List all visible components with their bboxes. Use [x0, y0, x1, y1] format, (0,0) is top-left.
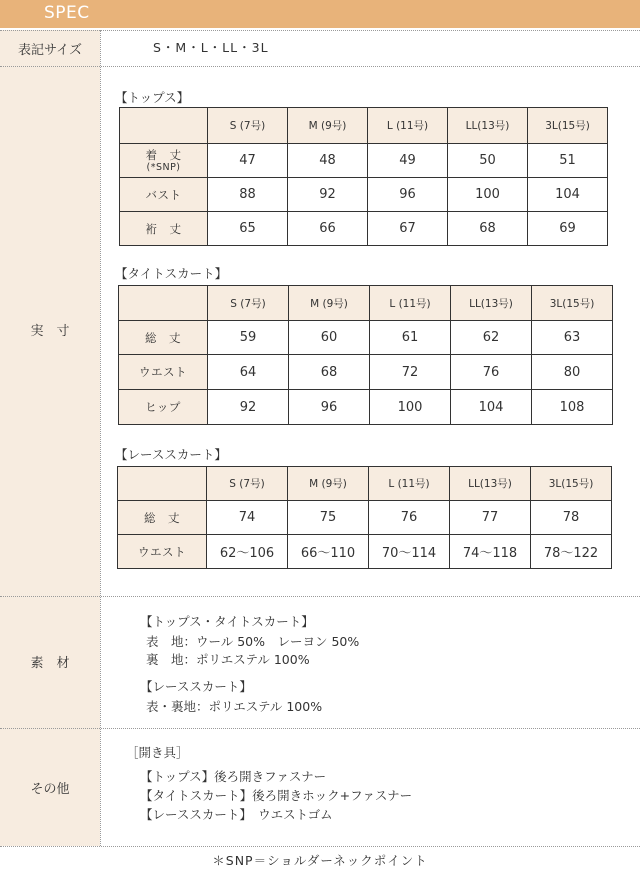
- lace-skirt-table: [117, 466, 612, 569]
- table-cell: 66: [288, 212, 368, 246]
- label-measure: 実 寸: [30, 324, 70, 339]
- table-cell: 50: [448, 144, 528, 178]
- table-cell: 68: [289, 355, 370, 390]
- size-header: L (11号): [370, 286, 451, 321]
- table-cell: 96: [289, 390, 370, 425]
- divider-other: [0, 846, 640, 847]
- table-cell: 76: [369, 501, 450, 535]
- table-corner: [119, 286, 208, 321]
- table-cell: 67: [368, 212, 448, 246]
- lace-skirt-title: 【レーススカート】: [115, 447, 227, 462]
- table-cell: 59: [208, 321, 289, 355]
- other-line-lace-skirt: 【レーススカート】 ウエストゴム: [140, 807, 333, 822]
- divider-size: [0, 66, 640, 67]
- other-heading: ［開き具］: [126, 745, 189, 760]
- row-header: ウエスト: [119, 355, 208, 390]
- size-list: S・M・L・LL・3L: [153, 40, 269, 55]
- material-group1-title: 【トップス・タイトスカート】: [140, 614, 314, 629]
- row-header: [120, 144, 208, 178]
- row-header: 裄 丈: [120, 212, 208, 246]
- table-cell: 96: [368, 178, 448, 212]
- table-cell: 78〜122: [531, 535, 612, 569]
- footnote: ＊SNP＝ショルダーネックポイント: [212, 853, 428, 868]
- spec-banner: [0, 0, 640, 28]
- table-corner: [120, 108, 208, 144]
- size-header: S (7号): [208, 108, 288, 144]
- table-cell: 68: [448, 212, 528, 246]
- table-cell: 100: [370, 390, 451, 425]
- table-corner: [118, 467, 207, 501]
- table-cell: 62: [451, 321, 532, 355]
- table-cell: 72: [370, 355, 451, 390]
- table-cell: 64: [208, 355, 289, 390]
- label-size: 表記サイズ: [18, 43, 82, 58]
- row-header: ヒップ: [119, 390, 208, 425]
- label-material: 素 材: [30, 656, 70, 671]
- tops-table: [119, 107, 608, 246]
- table-cell: 49: [368, 144, 448, 178]
- row-label: 着 丈: [145, 147, 182, 162]
- table-cell: 104: [528, 178, 608, 212]
- table-cell: 66〜110: [288, 535, 369, 569]
- size-header: 3L(15号): [531, 467, 612, 501]
- table-cell: 63: [532, 321, 613, 355]
- table-cell: 76: [451, 355, 532, 390]
- table-cell: 100: [448, 178, 528, 212]
- label-other: その他: [30, 782, 70, 797]
- other-line-tight-skirt: 【タイトスカート】後ろ開きホック+ファスナー: [140, 788, 413, 803]
- row-header: 総 丈: [118, 501, 207, 535]
- size-header: S (7号): [208, 286, 289, 321]
- size-header: M (9号): [288, 108, 368, 144]
- divider-measure: [0, 596, 640, 597]
- material-group2-line1: 表・裏地：ポリエステル 100%: [146, 699, 323, 714]
- size-header: S (7号): [207, 467, 288, 501]
- table-cell: 69: [528, 212, 608, 246]
- size-header: 3L(15号): [528, 108, 608, 144]
- table-cell: 65: [208, 212, 288, 246]
- table-cell: 61: [370, 321, 451, 355]
- banner-title: SPEC: [44, 3, 90, 23]
- size-header: L (11号): [369, 467, 450, 501]
- other-line-tops: 【トップス】後ろ開きファスナー: [140, 769, 327, 784]
- row-header: ウエスト: [118, 535, 207, 569]
- size-header: LL(13号): [448, 108, 528, 144]
- tops-title: 【トップス】: [115, 90, 190, 105]
- column-divider: [100, 30, 101, 846]
- tight-skirt-table: [118, 285, 613, 425]
- table-cell: 78: [531, 501, 612, 535]
- divider-material: [0, 728, 640, 729]
- table-cell: 60: [289, 321, 370, 355]
- row-sublabel: (*SNP): [146, 161, 181, 173]
- row-header: 総 丈: [119, 321, 208, 355]
- divider-top: [0, 30, 640, 31]
- tight-skirt-title: 【タイトスカート】: [115, 266, 228, 281]
- table-cell: 48: [288, 144, 368, 178]
- table-cell: 74〜118: [450, 535, 531, 569]
- table-cell: 108: [532, 390, 613, 425]
- table-cell: 77: [450, 501, 531, 535]
- table-cell: 70〜114: [369, 535, 450, 569]
- table-cell: 92: [208, 390, 289, 425]
- table-cell: 88: [208, 178, 288, 212]
- table-cell: 75: [288, 501, 369, 535]
- table-cell: 74: [207, 501, 288, 535]
- size-header: LL(13号): [450, 467, 531, 501]
- material-group1-line2: 裏 地：ポリエステル 100%: [146, 652, 310, 667]
- table-cell: 104: [451, 390, 532, 425]
- size-header: 3L(15号): [532, 286, 613, 321]
- material-group1-line1: 表 地：ウール 50% レーヨン 50%: [146, 634, 360, 649]
- size-header: M (9号): [289, 286, 370, 321]
- size-header: L (11号): [368, 108, 448, 144]
- row-header: バスト: [120, 178, 208, 212]
- table-cell: 47: [208, 144, 288, 178]
- table-cell: 62〜106: [207, 535, 288, 569]
- table-cell: 80: [532, 355, 613, 390]
- size-header: LL(13号): [451, 286, 532, 321]
- table-cell: 51: [528, 144, 608, 178]
- size-header: M (9号): [288, 467, 369, 501]
- table-cell: 92: [288, 178, 368, 212]
- material-group2-title: 【レーススカート】: [140, 679, 252, 694]
